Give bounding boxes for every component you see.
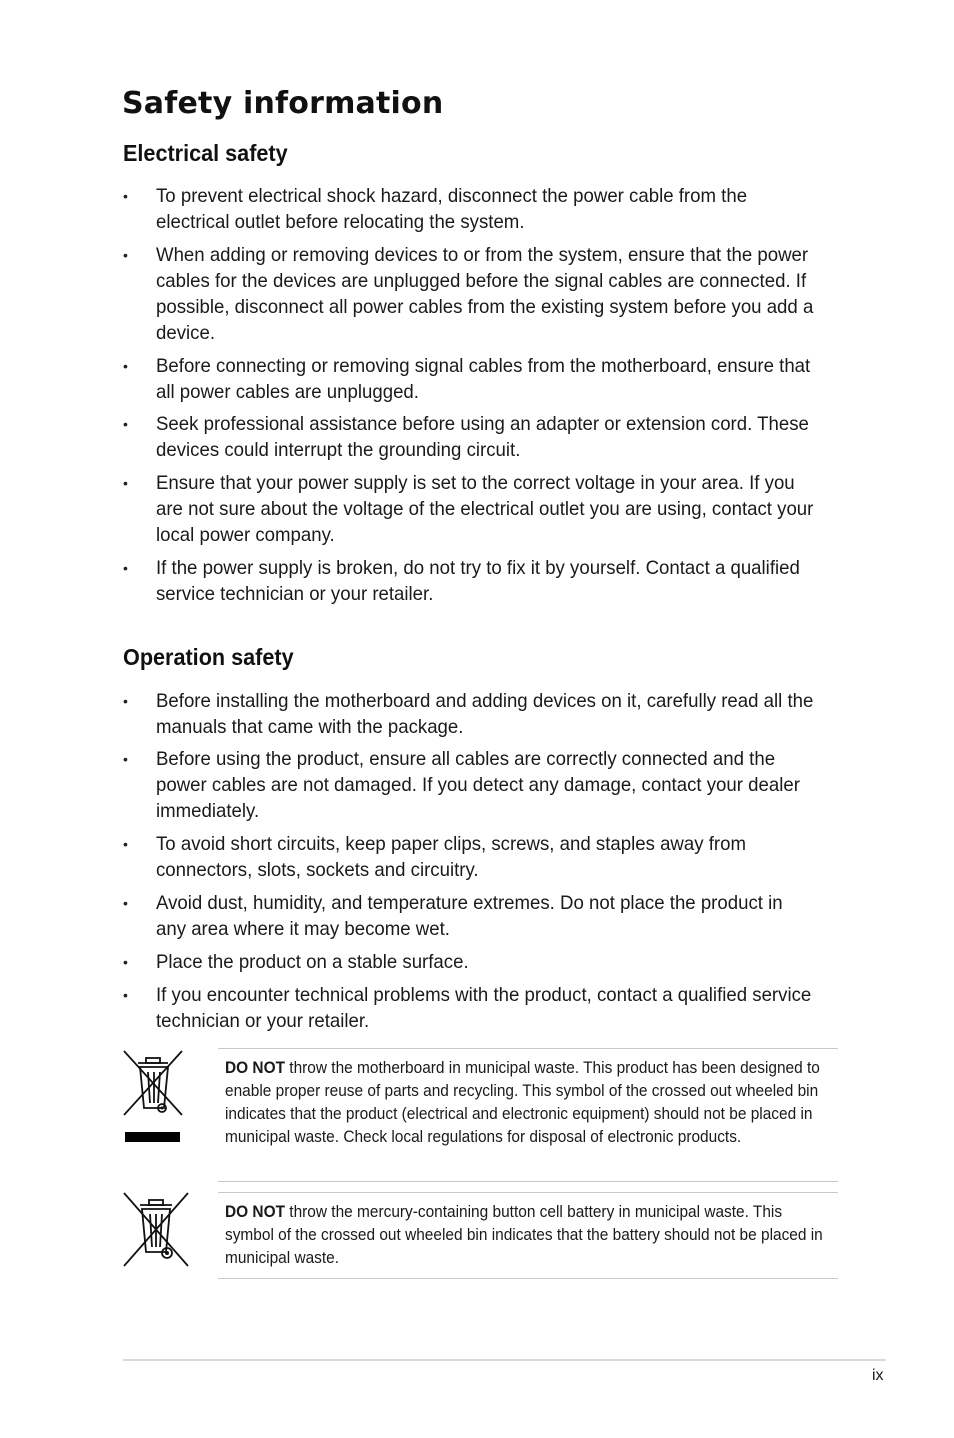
note-text <box>225 1057 823 1149</box>
list-item-text: Place the product on a stable surface. <box>156 951 469 973</box>
bullet-icon: • <box>123 693 128 709</box>
footer-divider <box>123 1359 886 1361</box>
electrical-safety-heading: Electrical safety <box>123 140 288 166</box>
list-item-text: To avoid short circuits, keep paper clips, screws, and staples away from connectors, slots, sockets and circuitry. <box>156 833 746 881</box>
list-item-text: To prevent electrical shock hazard, disconnect the power cable from the electrical outlet before relocating the system. <box>156 185 748 233</box>
bullet-icon: • <box>123 895 128 911</box>
list-item-text: If the power supply is broken, do not try to fix it by yourself. Contact a qualified service technician or your retailer. <box>156 557 800 605</box>
list-item-text: Avoid dust, humidity, and temperature extremes. Do not place the product in any area where it may become wet. <box>156 892 783 940</box>
list-item-text: If you encounter technical problems with the product, contact a qualified service technician or your retailer. <box>156 984 812 1032</box>
bullet-icon: • <box>123 560 128 576</box>
note-body: throw the mercury-containing button cell battery in municipal waste. This symbol of the crossed out wheeled bin indicates that the battery should not be placed in municipal waste. <box>225 1203 823 1267</box>
list-item-text: Before using the product, ensure all cables are correctly connected and the power cables are not damaged. If you detect any damage, contact your dealer immediately. <box>156 748 800 822</box>
note-emphasis: DO NOT <box>225 1059 286 1077</box>
list-item-text: Ensure that your power supply is set to the correct voltage in your area. If you are not sure about the voltage of the electrical outlet you are using, contact your local power company. <box>156 472 814 546</box>
crossed-out-wheeled-bin-icon <box>120 1048 186 1146</box>
operation-safety-heading: Operation safety <box>123 644 294 670</box>
list-item-text: Before installing the motherboard and adding devices on it, carefully read all the manuals that came with the package. <box>156 690 814 738</box>
list-item-text: Seek professional assistance before using an adapter or extension cord. These devices could interrupt the grounding circuit. <box>156 413 809 461</box>
bullet-icon: • <box>123 751 128 767</box>
note-divider <box>218 1278 838 1279</box>
bullet-icon: • <box>123 987 128 1003</box>
page-title: Safety information <box>122 86 444 121</box>
list-item-text: When adding or removing devices to or from the system, ensure that the power cables for the devices are unplugged before the signal cables are connected. If possible, disconnect all power cables from the existing system before you add a device. <box>156 244 814 344</box>
note-text <box>225 1201 823 1270</box>
list-item-text: Before connecting or removing signal cables from the motherboard, ensure that all power cables are unplugged. <box>156 355 811 403</box>
bullet-icon: • <box>123 416 128 432</box>
bullet-icon: • <box>123 247 128 263</box>
bullet-icon: • <box>123 358 128 374</box>
bullet-icon: • <box>123 475 128 491</box>
bullet-icon: • <box>123 836 128 852</box>
bullet-icon: • <box>123 954 128 970</box>
bullet-icon: • <box>123 188 128 204</box>
page-number: ix <box>872 1367 884 1384</box>
note-emphasis: DO NOT <box>225 1203 286 1221</box>
note-divider <box>218 1181 838 1182</box>
note-divider <box>218 1048 838 1049</box>
crossed-out-wheeled-bin-battery-icon <box>120 1190 192 1270</box>
note-divider <box>218 1192 838 1193</box>
note-body: throw the motherboard in municipal waste. This product has been designed to enable proper reuse of parts and recycling. This symbol of the crossed out wheeled bin indicates that the product (electrical and electronic equipment) should not be placed in municipal waste. Check local regulations for disposal of electronic products. <box>225 1059 820 1146</box>
